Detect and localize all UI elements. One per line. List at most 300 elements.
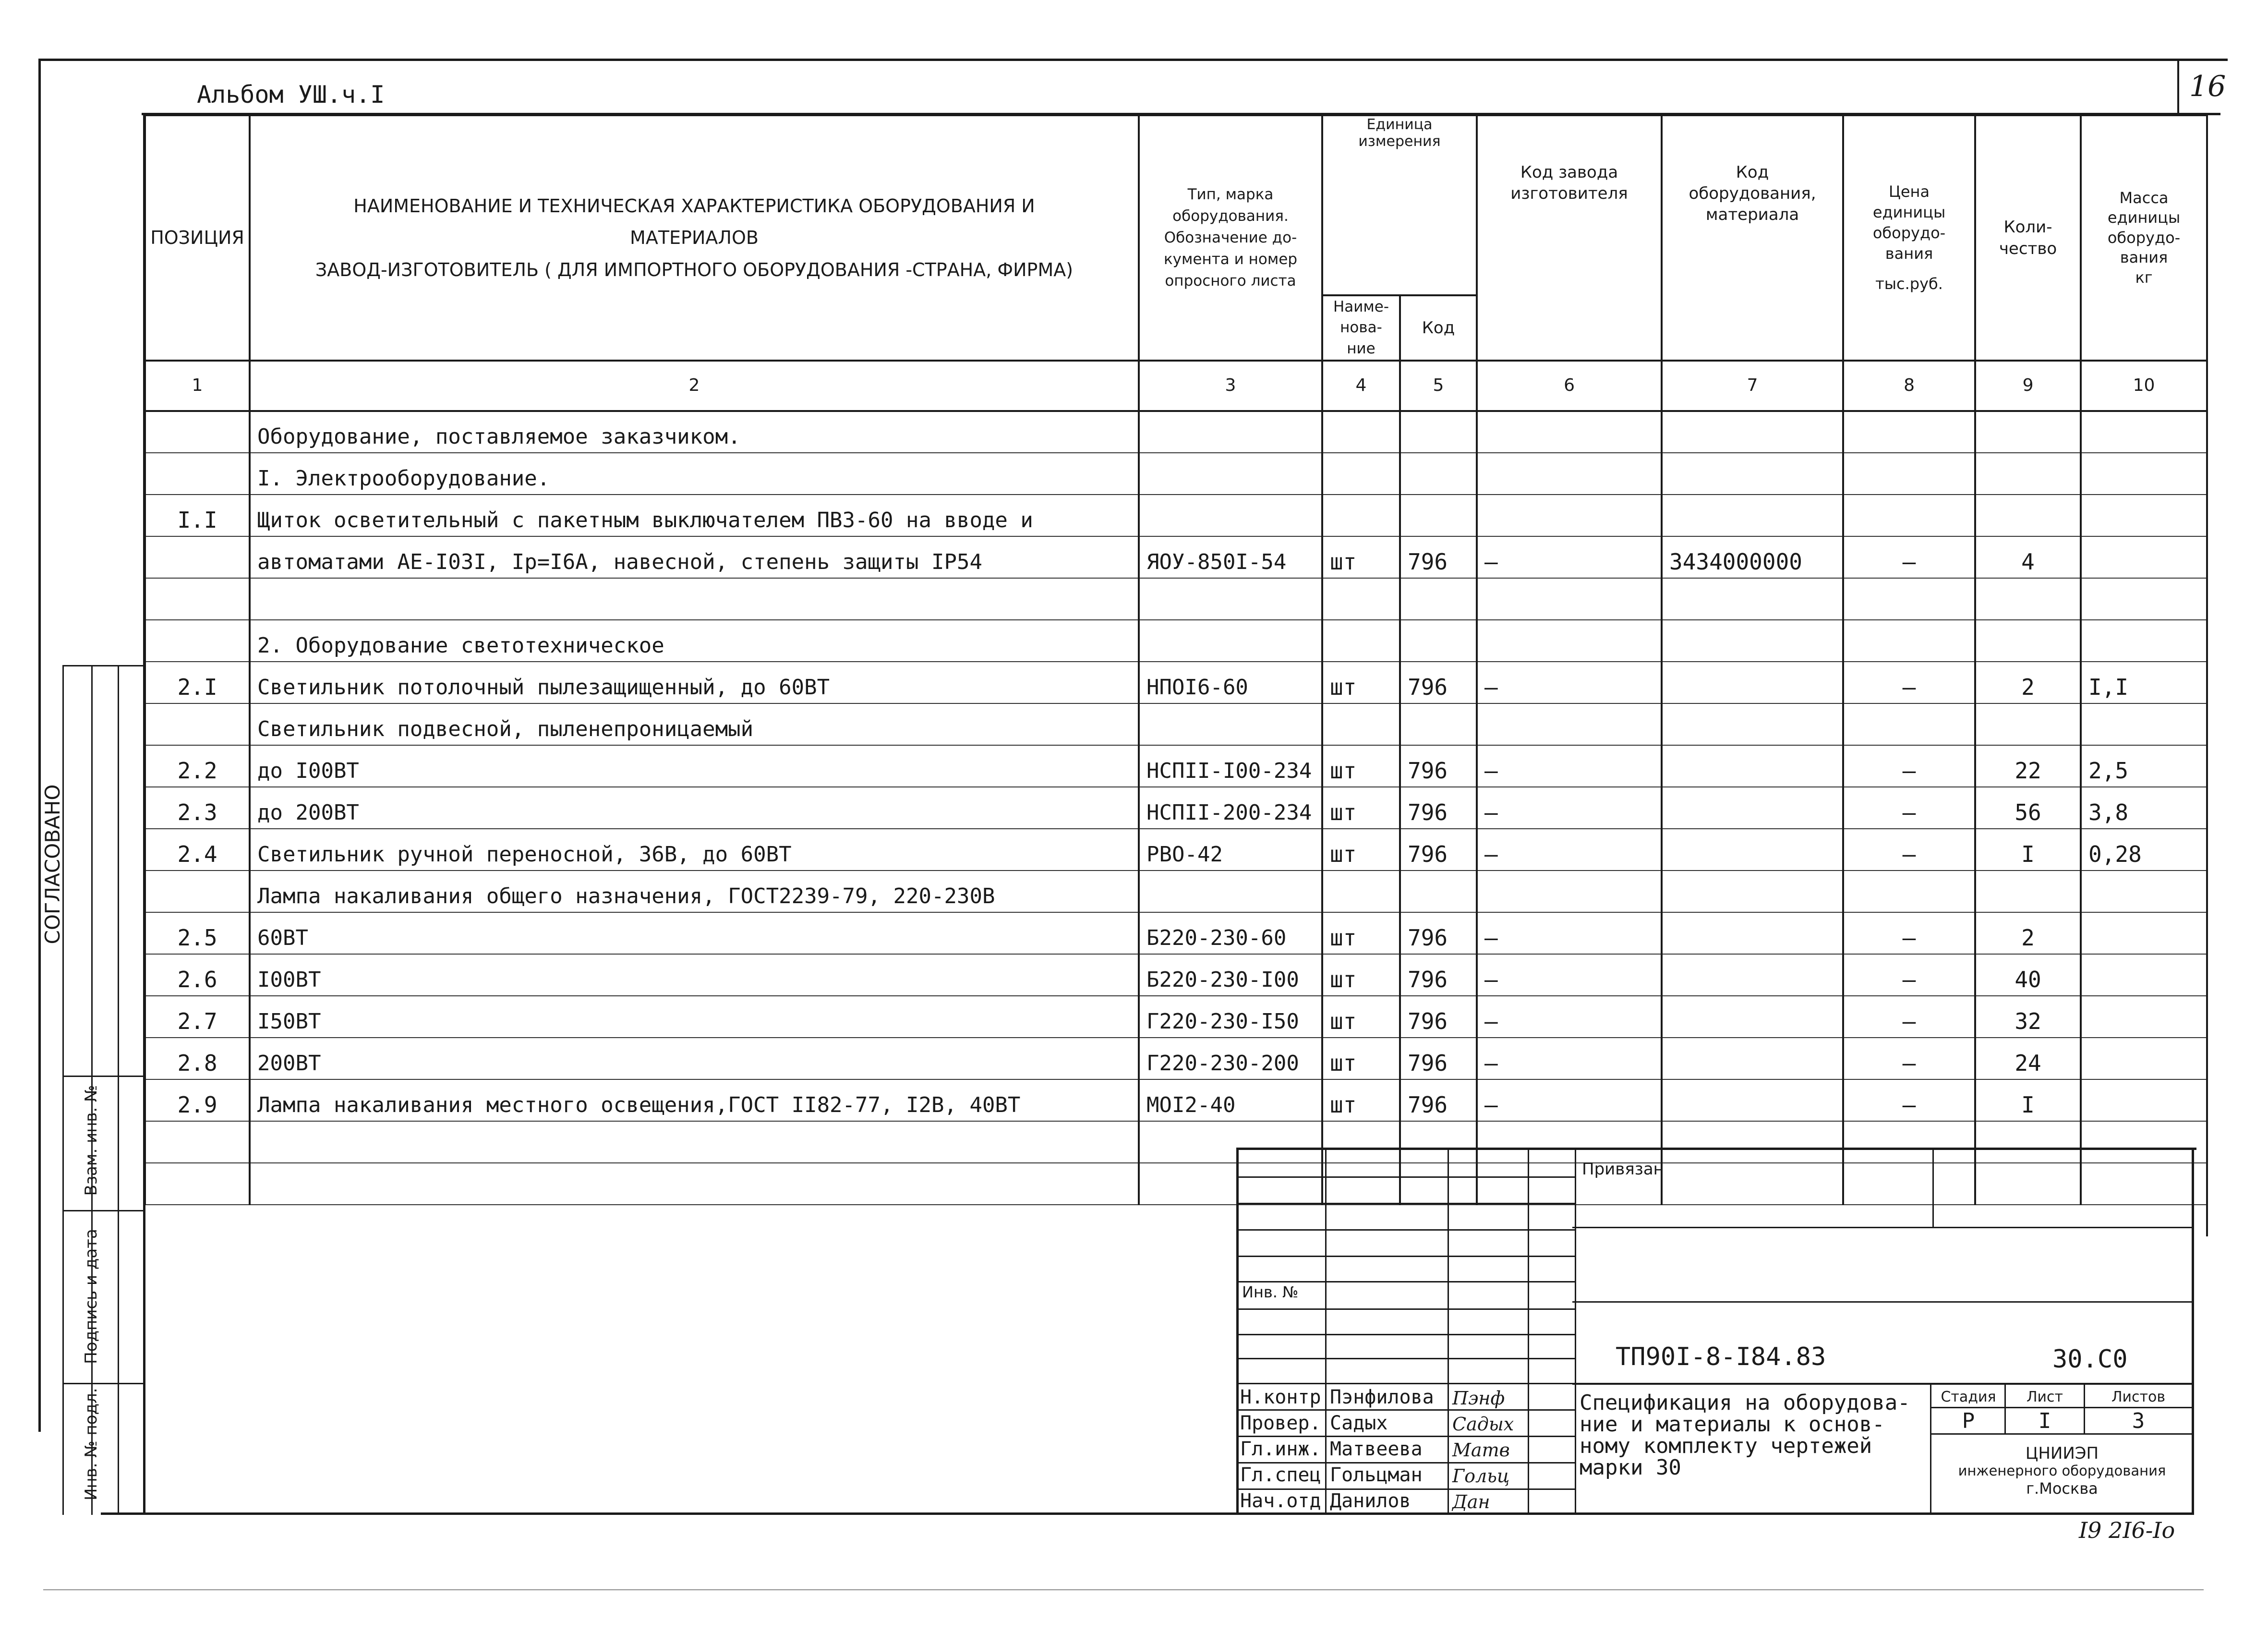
sheet-label: Лист (2026, 1389, 2063, 1405)
cell-name: 2. Оборудование светотехническое (250, 620, 1139, 662)
col-number-2: 2 (250, 361, 1139, 411)
tb-top (1236, 1148, 2196, 1150)
header-equip-l1: Код (1736, 163, 1769, 182)
signatory-role: Гл.инж. (1240, 1438, 1321, 1460)
cell-unit-price (1843, 411, 1975, 453)
table-row (145, 411, 2207, 453)
cell-name: автоматами АЕ-I03I, Iр=I6А, навесной, степень защиты IP54 (250, 536, 1139, 578)
cell-unit-price: – (1843, 1079, 1975, 1121)
header-row (145, 115, 2207, 295)
tb-row-doc (1572, 1383, 2194, 1385)
cell-position: 2.6 (145, 954, 250, 996)
cell-quantity: 2 (1975, 662, 2081, 703)
cell-unit-price (1843, 495, 1975, 536)
header-type-l5: опросного листа (1165, 272, 1296, 290)
cell-unit-mass: 3,8 (2081, 787, 2207, 829)
cell-position: 2.I (145, 662, 250, 703)
sheets-label: Листов (2111, 1389, 2166, 1405)
cell-name: Оборудование, поставляемое заказчиком. (250, 411, 1139, 453)
cell-position (145, 703, 250, 745)
tb-grid-row (1236, 1462, 1575, 1464)
side-agreed-label: СОГЛАСОВАНО (41, 784, 64, 944)
cell-equipment-code (1662, 996, 1843, 1038)
cell-unit-name: шт (1322, 536, 1400, 578)
cell-name: I. Электрооборудование. (250, 453, 1139, 495)
cell-equipment-code (1662, 745, 1843, 787)
cell-unit-code: 796 (1400, 745, 1477, 787)
cell-unit-name (1322, 411, 1400, 453)
header-unit-l1: Единица (1366, 116, 1433, 133)
spec-table-body (145, 411, 2207, 1205)
cell-unit-mass (2081, 536, 2207, 578)
cell-type: Б220-230-60 (1139, 912, 1322, 954)
tb-stage-row2 (1930, 1433, 2194, 1435)
cell-position: 2.9 (145, 1079, 250, 1121)
cell-unit-price: – (1843, 996, 1975, 1038)
signatory-name: Пэнфилова (1330, 1386, 1434, 1408)
signatory-role: Провер. (1240, 1412, 1321, 1434)
stamp-number: I9 2I6-Io (2079, 1517, 2175, 1543)
cell-name: 60ВТ (250, 912, 1139, 954)
cell-factory-code: – (1477, 996, 1662, 1038)
cell-quantity: 40 (1975, 954, 2081, 996)
cell-unit-mass (2081, 703, 2207, 745)
cell-type (1139, 620, 1322, 662)
cell-unit-code (1400, 411, 1477, 453)
cell-position (145, 453, 250, 495)
col-number-10: 10 (2081, 361, 2207, 411)
cell-unit-name: шт (1322, 996, 1400, 1038)
attached-label: Привязан (1582, 1160, 1664, 1179)
cell-unit-mass (2081, 411, 2207, 453)
header-factory-l1: Код завода (1520, 163, 1618, 182)
cell-position: 2.2 (145, 745, 250, 787)
header-type-l3: Обозначение до- (1164, 229, 1297, 247)
header-mass-l3: оборудо- (2107, 228, 2181, 247)
header-unit-name (1322, 295, 1400, 361)
sheet-value: I (2038, 1409, 2051, 1433)
cell-unit-code (1400, 578, 1477, 620)
header-equip-l3: материала (1705, 205, 1799, 225)
tb-stage-row1 (1930, 1407, 2194, 1408)
signatory-name: Гольцман (1330, 1464, 1423, 1486)
tb-col-1 (1325, 1148, 1327, 1512)
table-row (145, 703, 2207, 745)
tb-right (2192, 1148, 2194, 1512)
header-pos: ПОЗИЦИЯ (145, 115, 250, 361)
table-row (145, 536, 2207, 578)
cell-type: ЯОУ-850I-54 (1139, 536, 1322, 578)
tb-grid-row (1236, 1229, 1575, 1231)
side-replaced-inv-label: Взам. инв. № (82, 1085, 101, 1196)
tb-grid-row (1236, 1176, 1575, 1178)
header-quantity (1975, 115, 2081, 361)
album-label: Альбом УШ.ч.I (197, 81, 385, 109)
cell-quantity: 32 (1975, 996, 2081, 1038)
cell-type: Б220-230-I00 (1139, 954, 1322, 996)
cell-factory-code (1477, 871, 1662, 912)
cell-unit-code: 796 (1400, 996, 1477, 1038)
cell-unit-price (1843, 871, 1975, 912)
cell-position (145, 1163, 250, 1205)
header-name-line1: НАИМЕНОВАНИЕ И ТЕХНИЧЕСКАЯ ХАРАКТЕРИСТИКА ОБОРУДОВАНИЯ И (353, 195, 1035, 217)
cell-unit-code: 796 (1400, 1038, 1477, 1079)
col-number-6: 6 (1477, 361, 1662, 411)
cell-quantity: I (1975, 1079, 2081, 1121)
title-line-2: ние и материалы к основ- (1580, 1412, 1885, 1437)
header-qty-l1: Коли- (2003, 218, 2052, 237)
cell-type: НПОI6-60 (1139, 662, 1322, 703)
cell-unit-price: – (1843, 787, 1975, 829)
cell-equipment-code (1662, 1038, 1843, 1079)
tb-grid-row (1236, 1383, 1575, 1384)
cell-unit-code (1400, 453, 1477, 495)
cell-factory-code: – (1477, 912, 1662, 954)
table-row (145, 1079, 2207, 1121)
cell-unit-price (1843, 578, 1975, 620)
cell-name: I50ВТ (250, 996, 1139, 1038)
spec-table (144, 114, 2208, 1205)
cell-quantity (1975, 871, 2081, 912)
cell-quantity: 22 (1975, 745, 2081, 787)
side-signature-date-label: Подпись и дата (82, 1229, 101, 1364)
cell-unit-name: шт (1322, 662, 1400, 703)
sheets-value: 3 (2132, 1409, 2145, 1433)
cell-factory-code (1477, 620, 1662, 662)
cell-type (1139, 703, 1322, 745)
col-number-8: 8 (1843, 361, 1975, 411)
cell-unit-mass: 2,5 (2081, 745, 2207, 787)
header-mass-l2: единицы (2107, 208, 2181, 227)
cell-equipment-code (1662, 912, 1843, 954)
cell-name: Лампа накаливания общего назначения, ГОСТ2239-79, 220-230В (250, 871, 1139, 912)
cell-position (145, 411, 250, 453)
cell-unit-name (1322, 453, 1400, 495)
header-price (1843, 115, 1975, 361)
cell-unit-code: 796 (1400, 662, 1477, 703)
cell-unit-mass (2081, 1079, 2207, 1121)
cell-unit-code (1400, 703, 1477, 745)
cell-factory-code (1477, 495, 1662, 536)
cell-unit-mass (2081, 954, 2207, 996)
table-row (145, 829, 2207, 871)
signatory-name: Садых (1330, 1412, 1388, 1434)
cell-position (145, 536, 250, 578)
cell-factory-code: – (1477, 745, 1662, 787)
corner-box-left (2177, 59, 2179, 114)
tb-row-mid (1572, 1301, 2194, 1303)
cell-equipment-code (1662, 787, 1843, 829)
title-line-3: ному комплекту чертежей (1580, 1434, 1872, 1458)
cell-name: Светильник ручной переносной, 36В, до 60ВТ (250, 829, 1139, 871)
cell-equipment-code (1662, 578, 1843, 620)
tb-col-3 (1528, 1148, 1529, 1512)
table-row (145, 745, 2207, 787)
top-border (38, 59, 2228, 61)
cell-unit-name: шт (1322, 912, 1400, 954)
cell-factory-code (1477, 578, 1662, 620)
header-mass (2081, 115, 2207, 361)
tb-left (1236, 1148, 1239, 1512)
sheet-corner-number: 16 (2189, 70, 2226, 103)
signatory-signature: Матв (1452, 1439, 1510, 1461)
cell-position: 2.4 (145, 829, 250, 871)
cell-unit-code: 796 (1400, 536, 1477, 578)
cell-factory-code: – (1477, 536, 1662, 578)
cell-unit-code: 796 (1400, 1079, 1477, 1121)
header-type-l2: оборудования. (1172, 207, 1289, 225)
signatory-role: Н.контр (1240, 1386, 1321, 1408)
signatory-name: Матвеева (1330, 1438, 1423, 1460)
table-row (145, 495, 2207, 536)
header-factory (1477, 115, 1662, 361)
frame-bottom (101, 1512, 2194, 1515)
header-price-l3: оборудо- (1872, 223, 1946, 242)
header-unit-l2: измерения (1358, 133, 1441, 150)
cell-unit-name: шт (1322, 829, 1400, 871)
cell-type: РВО-42 (1139, 829, 1322, 871)
cell-unit-price (1843, 703, 1975, 745)
cell-equipment-code (1662, 662, 1843, 703)
cell-position: 2.7 (145, 996, 250, 1038)
tb-grid-row (1236, 1203, 1575, 1204)
header-price-l4: вания (1885, 244, 1933, 263)
cell-unit-price (1843, 453, 1975, 495)
cell-unit-name: шт (1322, 1079, 1400, 1121)
cell-factory-code: – (1477, 662, 1662, 703)
cell-unit-mass (2081, 620, 2207, 662)
header-mass-l1: Масса (2119, 188, 2169, 207)
tb-grid-row (1236, 1334, 1575, 1335)
cell-factory-code: – (1477, 1038, 1662, 1079)
cell-type: НСПII-200-234 (1139, 787, 1322, 829)
header-type-l4: кумента и номер (1163, 251, 1298, 268)
cell-unit-code: 796 (1400, 954, 1477, 996)
signatory-name: Данилов (1330, 1490, 1411, 1512)
cell-unit-price: – (1843, 662, 1975, 703)
header-factory-l2: изготовителя (1510, 184, 1628, 204)
cell-type (1139, 453, 1322, 495)
signatory-signature: Гольц (1452, 1465, 1510, 1487)
cell-unit-name: шт (1322, 954, 1400, 996)
header-equipment (1662, 115, 1843, 361)
table-row (145, 620, 2207, 662)
cell-type: НСПII-I00-234 (1139, 745, 1322, 787)
cell-unit-mass (2081, 871, 2207, 912)
cell-type (1139, 871, 1322, 912)
cell-unit-price: – (1843, 536, 1975, 578)
header-unit-name-l2: нова- (1340, 319, 1382, 337)
cell-name: I00ВТ (250, 954, 1139, 996)
header-unit-code: Код (1400, 295, 1477, 361)
side-div-3 (62, 1383, 144, 1384)
cell-unit-mass (2081, 495, 2207, 536)
header-price-l1: Цена (1888, 182, 1930, 201)
col-number-4: 4 (1322, 361, 1400, 411)
cell-quantity: 2 (1975, 912, 2081, 954)
col-number-1: 1 (145, 361, 250, 411)
column-number-row (145, 361, 2207, 411)
tb-grid-row (1236, 1256, 1575, 1257)
signatory-role: Нач.отд (1240, 1490, 1321, 1512)
header-name (250, 115, 1139, 361)
cell-equipment-code (1662, 703, 1843, 745)
cell-unit-code (1400, 495, 1477, 536)
tb-attached-div (1932, 1148, 1934, 1227)
cell-factory-code: – (1477, 954, 1662, 996)
cell-quantity (1975, 411, 2081, 453)
side-strip-r (118, 665, 119, 1515)
cell-factory-code (1477, 453, 1662, 495)
header-price-l5: тыс.руб. (1875, 275, 1943, 293)
col-number-9: 9 (1975, 361, 2081, 411)
table-row (145, 578, 2207, 620)
cell-position: 2.5 (145, 912, 250, 954)
cell-name: Лампа накаливания местного освещения,ГОСТ II82-77, I2В, 40ВТ (250, 1079, 1139, 1121)
col-number-3: 3 (1139, 361, 1322, 411)
header-type (1139, 115, 1322, 361)
title-line-1: Спецификация на оборудова- (1580, 1391, 1910, 1415)
tb-grid-row (1236, 1281, 1575, 1282)
page-bottom-dashed (43, 1589, 2204, 1590)
doc-code: ТП90I-8-I84.83 (1616, 1343, 1826, 1371)
cell-quantity: 4 (1975, 536, 2081, 578)
header-name-line3: ЗАВОД-ИЗГОТОВИТЕЛЬ ( ДЛЯ ИМПОРТНОГО ОБОРУДОВАНИЯ -СТРАНА, ФИРМА) (315, 259, 1074, 280)
cell-unit-code (1400, 871, 1477, 912)
header-name-line2: МАТЕРИАЛОВ (630, 227, 759, 249)
header-qty-l2: чество (1999, 239, 2057, 258)
cell-name: до I00ВТ (250, 745, 1139, 787)
cell-type: МОI2-40 (1139, 1079, 1322, 1121)
tb-grid-row (1236, 1308, 1575, 1310)
cell-name (250, 1163, 1139, 1205)
org-line-2: инженерного оборудования (1958, 1463, 2166, 1479)
cell-unit-mass: I,I (2081, 662, 2207, 703)
stage-label: Стадия (1941, 1389, 1996, 1405)
cell-unit-code (1400, 620, 1477, 662)
cell-unit-price: – (1843, 745, 1975, 787)
org-line-1: ЦНИИЭП (2025, 1444, 2099, 1463)
tb-grid-row (1236, 1409, 1575, 1411)
cell-name: Щиток осветительный с пакетным выключателем ПВЗ-60 на вводе и (250, 495, 1139, 536)
cell-unit-name (1322, 578, 1400, 620)
cell-factory-code (1477, 703, 1662, 745)
table-row (145, 996, 2207, 1038)
table-row (145, 912, 2207, 954)
cell-unit-code: 796 (1400, 787, 1477, 829)
cell-unit-mass (2081, 996, 2207, 1038)
cell-quantity: I (1975, 829, 2081, 871)
cell-unit-price: – (1843, 954, 1975, 996)
cell-name: Светильник подвесной, пыленепроницаемый (250, 703, 1139, 745)
stage-value: Р (1962, 1409, 1975, 1433)
cell-position (145, 620, 250, 662)
org-line-3: г.Москва (2026, 1479, 2098, 1498)
signatory-signature: Дан (1452, 1491, 1490, 1512)
cell-equipment-code (1662, 411, 1843, 453)
cell-type (1139, 495, 1322, 536)
cell-position (145, 871, 250, 912)
table-row (145, 453, 2207, 495)
cell-name: Светильник потолочный пылезащищенный, до 60ВТ (250, 662, 1139, 703)
cell-unit-name: шт (1322, 1038, 1400, 1079)
cell-quantity: 24 (1975, 1038, 2081, 1079)
col-number-7: 7 (1662, 361, 1843, 411)
mark-code: 30.С0 (2052, 1345, 2128, 1374)
cell-name: 200ВТ (250, 1038, 1139, 1079)
cell-unit-mass (2081, 453, 2207, 495)
cell-unit-mass: 0,28 (2081, 829, 2207, 871)
cell-factory-code (1477, 411, 1662, 453)
tb-row-attached (1572, 1227, 2194, 1228)
signatory-role: Гл.спец (1240, 1464, 1321, 1486)
cell-type (1139, 578, 1322, 620)
tb-grid-row (1236, 1436, 1575, 1437)
table-row (145, 1038, 2207, 1079)
tb-col-4 (1575, 1148, 1576, 1512)
side-inv-original-label: Инв. № подл. (82, 1388, 101, 1500)
header-mass-l5: кг (2135, 268, 2153, 287)
side-strip-top (62, 665, 144, 666)
cell-unit-mass (2081, 1038, 2207, 1079)
cell-position: I.I (145, 495, 250, 536)
cell-quantity (1975, 620, 2081, 662)
cell-equipment-code (1662, 453, 1843, 495)
header-price-l2: единицы (1872, 203, 1946, 221)
cell-name (250, 1121, 1139, 1163)
cell-unit-mass (2081, 578, 2207, 620)
cell-quantity (1975, 703, 2081, 745)
side-div-1 (62, 1076, 144, 1077)
cell-factory-code: – (1477, 787, 1662, 829)
cell-unit-name: шт (1322, 787, 1400, 829)
header-unit-name-l3: ние (1347, 339, 1375, 357)
title-line-4: марки 30 (1580, 1455, 1681, 1480)
tb-stage-div (1930, 1383, 1931, 1512)
cell-type: Г220-230-I50 (1139, 996, 1322, 1038)
side-div-2 (62, 1210, 144, 1211)
cell-unit-name (1322, 495, 1400, 536)
col-number-5: 5 (1400, 361, 1477, 411)
cell-unit-code: 796 (1400, 829, 1477, 871)
cell-unit-price: – (1843, 1038, 1975, 1079)
cell-factory-code: – (1477, 1079, 1662, 1121)
table-row (145, 787, 2207, 829)
cell-equipment-code (1662, 495, 1843, 536)
cell-quantity (1975, 578, 2081, 620)
table-row (145, 954, 2207, 996)
left-border (38, 59, 41, 1432)
inv-no-label: Инв. № (1242, 1283, 1299, 1301)
table-row (145, 871, 2207, 912)
cell-quantity (1975, 453, 2081, 495)
cell-position: 2.3 (145, 787, 250, 829)
cell-position: 2.8 (145, 1038, 250, 1079)
cell-quantity (1975, 495, 2081, 536)
cell-type: Г220-230-200 (1139, 1038, 1322, 1079)
cell-quantity: 56 (1975, 787, 2081, 829)
cell-unit-name: шт (1322, 745, 1400, 787)
cell-unit-price (1843, 620, 1975, 662)
cell-equipment-code (1662, 871, 1843, 912)
signatory-signature: Садых (1452, 1414, 1514, 1435)
cell-position (145, 578, 250, 620)
cell-equipment-code (1662, 620, 1843, 662)
title-block (1236, 1148, 2196, 1512)
cell-factory-code: – (1477, 829, 1662, 871)
cell-name: до 200ВТ (250, 787, 1139, 829)
tb-grid-row (1236, 1358, 1575, 1359)
